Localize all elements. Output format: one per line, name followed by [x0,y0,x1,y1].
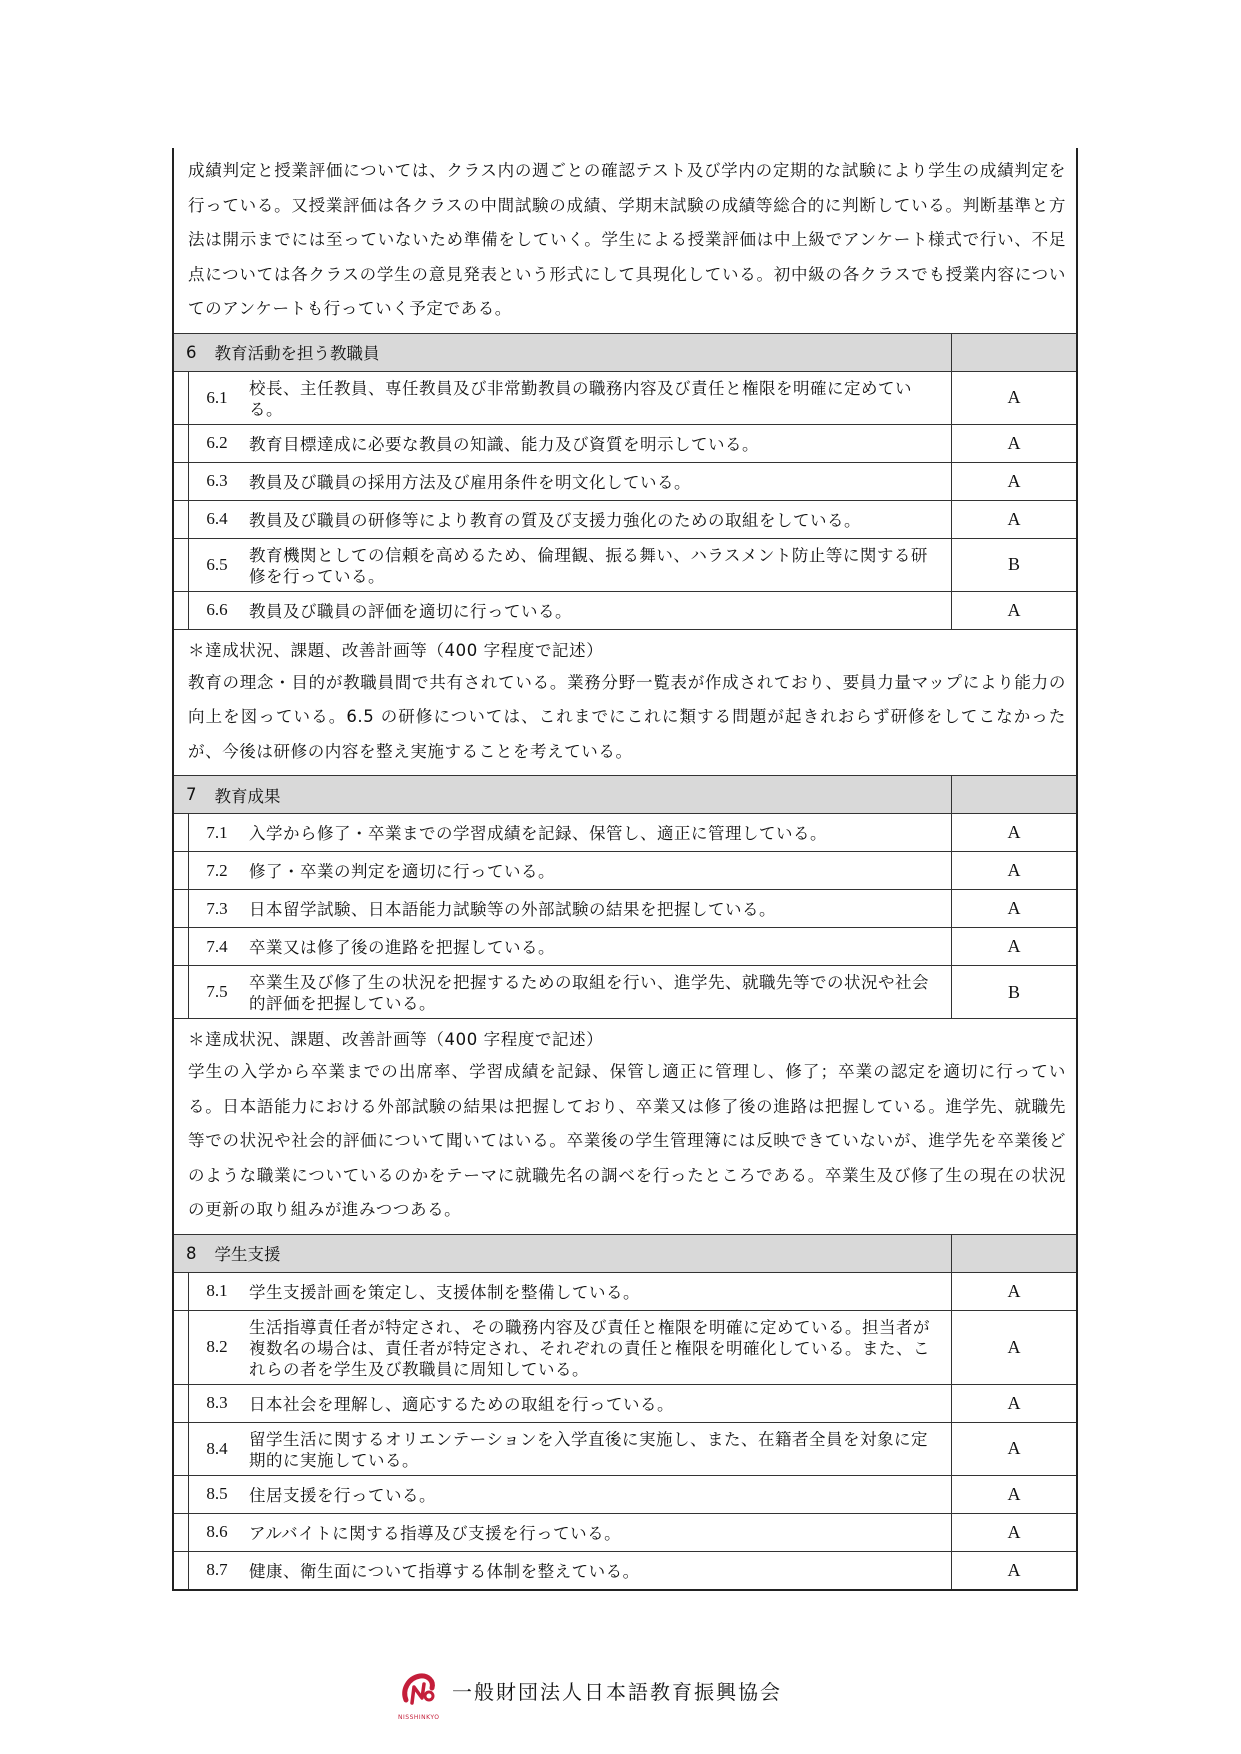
table-row-8-5 [174,1476,1076,1514]
table-row-7-2 [174,852,1076,890]
item-grade: A [1007,1521,1021,1542]
item-text: 学生支援計画を策定し、支援体制を整備している。 [245,1273,952,1310]
section-note-6 [174,630,1076,777]
note-text: 学生の入学から卒業までの出席率、学習成績を記録、保管し適正に管理し、修了；卒業の認定を適切に行っている。日本語能力における外部試験の結果は把握しており、卒業又は修了後の進路は把握している。進学先、就職先等での状況や社会的評価について聞いてはいる。卒業後の学生管理簿には反映できていないが、進学先を卒業後どのような職業についているのかをテーマに就職先名の調べを行ったところである。卒業生及び修了生の現在の状況の更新の取り組みが進みつつある。 [188,1062,1066,1219]
item-text: 卒業生及び修了生の状況を把握するための取組を行い、進学先、就職先等での状況や社会的評価を把握している。 [245,966,952,1018]
item-number: 6.2 [206,433,228,452]
item-number: 6.4 [206,509,228,528]
item-number: 8.2 [206,1337,228,1356]
nisshinkyo-logo-icon [398,1670,438,1710]
item-grade: A [1007,1483,1021,1504]
table-row-7-3 [174,890,1076,928]
intro-paragraph: 成績判定と授業評価については、クラス内の週ごとの確認テスト及び学内の定期的な試験により学生の成績判定を行っている。又授業評価は各クラスの中間試験の成績、学期末試験の成績等総合的に判断している。判断基準と方法は開示までには至っていないため準備をしていく。学生による授業評価は中上級でアンケート様式で行い、不足点については各クラスの学生の意見発表という形式にして具現化している。初中級の各クラスでも授業内容についてのアンケートも行っていく予定である。 [174,148,1076,334]
table-row-8-4 [174,1423,1076,1476]
note-text: 教育の理念・目的が教職員間で共有されている。業務分野一覧表が作成されており、要員力量マップにより能力の向上を図っている。6.5 の研修については、これまでにこれに類する問題が起きれおらず研修をしてこなかったが、今後は研修の内容を整え実施することを考えている。 [188,672,1066,761]
table-row-6-6 [174,592,1076,630]
item-text: アルバイトに関する指導及び支援を行っている。 [245,1514,952,1551]
table-row-8-2 [174,1311,1076,1385]
table-row-8-3 [174,1385,1076,1423]
table-row-7-4 [174,928,1076,966]
item-grade: A [1007,470,1021,491]
item-text: 入学から修了・卒業までの学習成績を記録、保管し、適正に管理している。 [245,814,952,851]
item-number: 7.5 [206,982,228,1001]
item-number: 8.1 [206,1281,228,1300]
section-number: 8 [186,1243,197,1263]
section-header-7 [174,776,1076,814]
item-text: 教員及び職員の評価を適切に行っている。 [245,592,952,629]
item-grade: A [1007,822,1021,842]
item-text: 教員及び職員の採用方法及び雇用条件を明文化している。 [245,463,952,500]
item-grade: A [1007,1336,1021,1357]
item-text: 修了・卒業の判定を適切に行っている。 [245,852,952,889]
item-grade: A [1007,1438,1021,1458]
section-title: 教育活動を担う教職員 [214,344,380,363]
item-text: 教育目標達成に必要な教員の知識、能力及び資質を明示している。 [245,425,952,462]
item-number: 6.5 [206,554,228,574]
logo-caption: NISSHINKYO [398,1714,440,1721]
item-grade: B [1007,554,1020,574]
table-row-6-3 [174,463,1076,501]
item-number: 6.6 [206,600,228,619]
table-row-6-5 [174,539,1076,592]
item-grade: A [1007,936,1021,956]
item-number: 8.7 [206,1560,228,1579]
item-number: 6.3 [206,471,228,490]
item-grade: A [1007,599,1021,620]
item-grade: A [1007,508,1021,529]
table-row-6-4 [174,501,1076,539]
table-row-7-1 [174,814,1076,852]
item-text: 教員及び職員の研修等により教育の質及び支援力強化のための取組をしている。 [245,501,952,538]
item-number: 6.1 [206,387,228,407]
item-number: 7.1 [206,822,228,842]
item-text: 教育機関としての信頼を高めるため、倫理観、振る舞い、ハラスメント防止等に関する研修を行っている。 [245,539,952,591]
item-grade: A [1007,860,1021,880]
item-number: 8.4 [206,1438,228,1458]
section-number: 6 [186,342,197,362]
page-footer [398,1670,782,1710]
item-grade: A [1007,432,1021,453]
item-text: 住居支援を行っている。 [245,1476,952,1513]
item-number: 7.3 [206,898,228,918]
section-header-6 [174,334,1076,372]
item-grade: A [1007,1559,1021,1580]
section-number: 7 [186,785,197,804]
organization-name: 一般財団法人日本語教育振興協会 [452,1679,782,1704]
note-label: ＊達成状況、課題、改善計画等（400 字程度で記述） [188,1030,604,1049]
item-grade: A [1007,387,1021,407]
table-row-8-1 [174,1273,1076,1311]
table-row-6-2 [174,425,1076,463]
item-number: 8.6 [206,1522,228,1541]
section-title: 学生支援 [214,1245,281,1264]
item-text: 日本社会を理解し、適応するための取組を行っている。 [245,1385,952,1422]
item-text: 生活指導責任者が特定され、その職務内容及び責任と権限を明確に定めている。担当者が複数名の場合は、責任者が特定され、それぞれの責任と権限を明確化している。また、これらの者を学生及び教職員に周知している。 [245,1311,952,1384]
item-grade: A [1007,898,1021,918]
table-row-7-5 [174,966,1076,1019]
table-row-8-6 [174,1514,1076,1552]
item-grade: A [1007,1280,1021,1301]
note-label: ＊達成状況、課題、改善計画等（400 字程度で記述） [188,640,604,660]
item-number: 7.4 [206,936,228,956]
item-text: 健康、衛生面について指導する体制を整えている。 [245,1552,952,1589]
item-number: 8.5 [206,1484,228,1503]
item-grade: A [1007,1392,1021,1413]
section-header-8 [174,1235,1076,1273]
item-text: 留学生活に関するオリエンテーションを入学直後に実施し、また、在籍者全員を対象に定期的に実施している。 [245,1423,952,1475]
item-text: 日本留学試験、日本語能力試験等の外部試験の結果を把握している。 [245,890,952,927]
item-number: 8.3 [206,1393,228,1412]
item-grade: B [1007,981,1020,1002]
item-text: 卒業又は修了後の進路を把握している。 [245,928,952,965]
section-note-7 [174,1019,1076,1235]
evaluation-table [172,148,1078,1591]
table-row-8-7 [174,1552,1076,1589]
section-title: 教育成果 [214,786,281,806]
item-text: 校長、主任教員、専任教員及び非常勤教員の職務内容及び責任と権限を明確に定めている。 [245,372,952,424]
item-number: 7.2 [206,860,228,880]
table-row-6-1 [174,372,1076,425]
